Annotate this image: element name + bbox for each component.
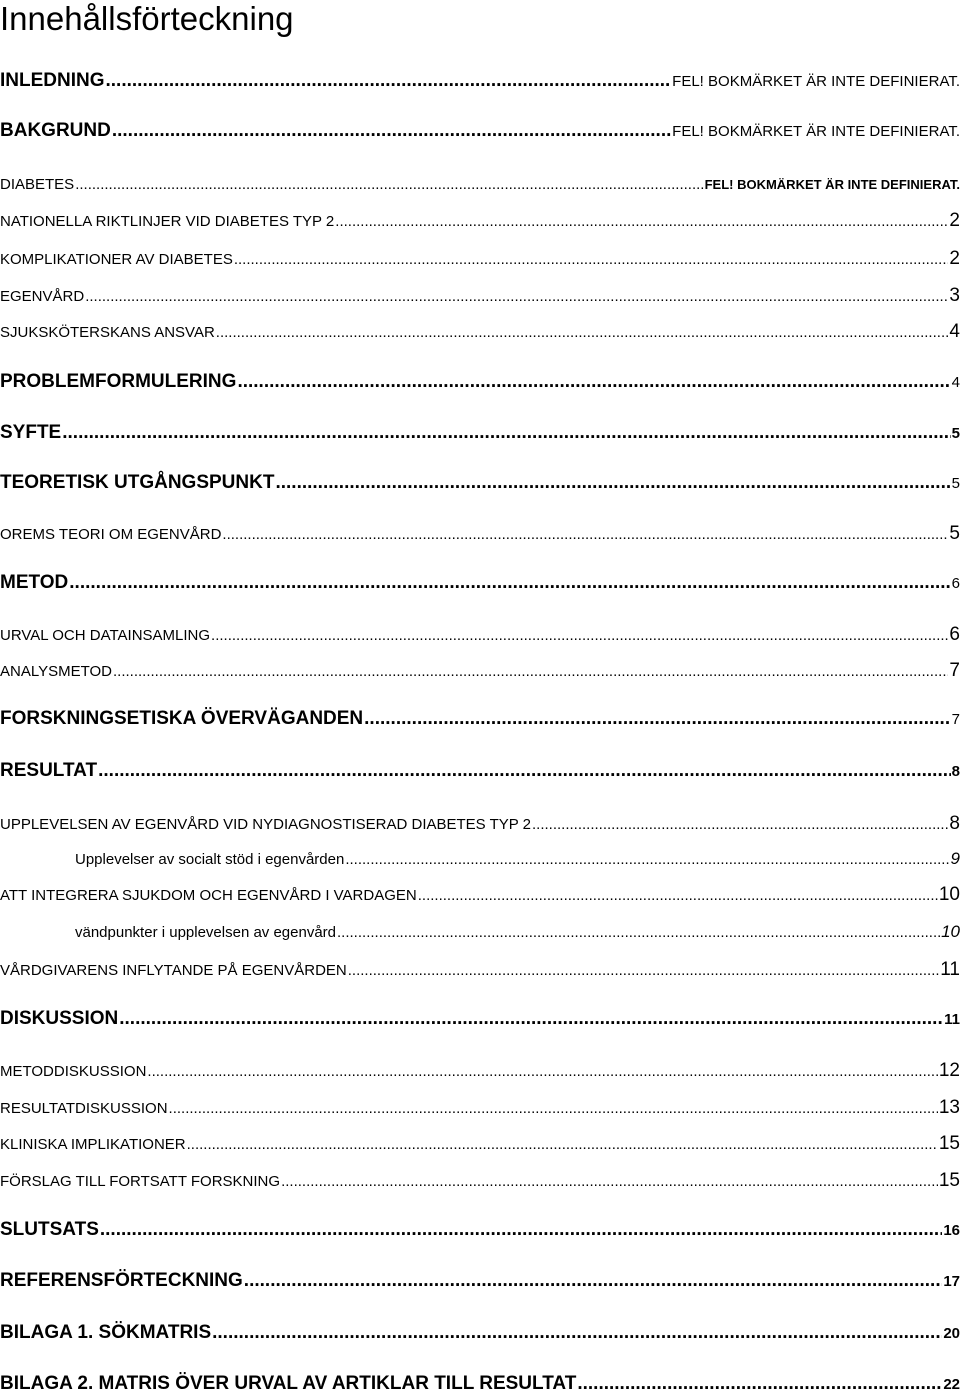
toc-page: 22 <box>943 1376 960 1393</box>
toc-page: 10 <box>941 922 960 941</box>
toc-leader <box>98 760 951 782</box>
toc-page: 4 <box>951 374 960 391</box>
toc-label: BILAGA 2. MATRIS ÖVER URVAL AV ARTIKLAR TILL RESULTAT <box>0 1373 577 1394</box>
toc-label: RESULTAT <box>0 760 98 781</box>
toc-page: 12 <box>938 1060 960 1081</box>
toc-leader <box>62 422 950 444</box>
toc-page: 5 <box>949 523 960 544</box>
toc-label: TEORETISK UTGÅNGSPUNKT <box>0 472 275 493</box>
toc-leader <box>345 851 949 868</box>
toc-leader <box>211 627 948 644</box>
toc-label: ATT INTEGRERA SJUKDOM OCH EGENVÅRD I VARDAGEN <box>0 887 417 904</box>
toc-label: SJUKSKÖTERSKANS ANSVAR <box>0 324 215 341</box>
toc-entry-diskussion[interactable] <box>0 1008 960 1030</box>
toc-entry-teoretisk[interactable] <box>0 472 960 494</box>
toc-label: BILAGA 1. SÖKMATRIS <box>0 1322 212 1343</box>
toc-leader <box>281 1173 938 1190</box>
toc-entry-bilaga1[interactable] <box>0 1322 960 1344</box>
toc-leader <box>69 572 950 594</box>
toc-entry-vandpunkter[interactable] <box>0 922 960 942</box>
toc-entry-ansvar[interactable] <box>0 321 960 343</box>
toc-page: FEL! BOKMÄRKET ÄR INTE DEFINIERAT. <box>704 177 960 192</box>
toc-page: 15 <box>938 1170 960 1191</box>
toc-leader <box>532 816 948 833</box>
toc-page: 5 <box>951 425 960 442</box>
toc-leader <box>577 1373 942 1395</box>
toc-leader <box>222 526 948 543</box>
toc-leader <box>348 962 940 979</box>
toc-label: EGENVÅRD <box>0 288 85 305</box>
toc-leader <box>275 472 950 494</box>
page-title: Innehållsförteckning <box>0 0 294 37</box>
toc-leader <box>112 120 671 142</box>
toc-page: 5 <box>951 475 960 492</box>
toc-label: UPPLEVELSEN AV EGENVÅRD VID NYDIAGNOSTISERAD DIABETES TYP 2 <box>0 816 531 833</box>
toc-label: DISKUSSION <box>0 1008 119 1029</box>
toc-label: SLUTSATS <box>0 1219 99 1240</box>
toc-label: SYFTE <box>0 422 62 443</box>
toc-label: vändpunkter i upplevelsen av egenvård <box>75 924 337 941</box>
toc-label: METODDISKUSSION <box>0 1063 147 1080</box>
toc-page: 11 <box>940 959 960 980</box>
toc-entry-problemformulering[interactable] <box>0 371 960 393</box>
toc-page: 13 <box>938 1097 960 1118</box>
toc-leader <box>147 1063 937 1080</box>
toc-entry-integrera[interactable] <box>0 884 960 906</box>
toc-label: URVAL OCH DATAINSAMLING <box>0 627 211 644</box>
toc-leader <box>244 1270 943 1292</box>
toc-label: METOD <box>0 572 69 593</box>
toc-label: NATIONELLA RIKTLINJER VID DIABETES TYP 2 <box>0 213 335 230</box>
toc-page: 6 <box>951 575 960 592</box>
toc-entry-bilaga2[interactable] <box>0 1373 960 1395</box>
toc-label: KLINISKA IMPLIKATIONER <box>0 1136 186 1153</box>
toc-entry-bakgrund[interactable] <box>0 120 960 142</box>
toc-page: 8 <box>951 763 960 780</box>
toc-label: DIABETES <box>0 176 75 193</box>
toc-leader <box>85 288 948 305</box>
toc-entry-resultat[interactable] <box>0 760 960 782</box>
toc-entry-forskningsetiska[interactable] <box>0 708 960 730</box>
toc-leader <box>418 887 938 904</box>
toc-page: 7 <box>951 711 960 728</box>
toc-label: OREMS TEORI OM EGENVÅRD <box>0 526 222 543</box>
toc-leader <box>237 371 950 393</box>
toc-leader <box>187 1136 938 1153</box>
toc-entry-upplevelsen[interactable] <box>0 813 960 835</box>
toc-page: 16 <box>943 1222 960 1239</box>
toc-label: ANALYSMETOD <box>0 663 112 680</box>
toc-label: FORSKNINGSETISKA ÖVERVÄGANDEN <box>0 708 364 729</box>
toc-page: 9 <box>950 849 960 868</box>
toc-page: 20 <box>943 1325 960 1342</box>
toc-leader <box>106 70 672 92</box>
toc-page: 15 <box>938 1133 960 1154</box>
toc-entry-nationella[interactable] <box>0 210 960 232</box>
toc-label: FÖRSLAG TILL FORTSATT FORSKNING <box>0 1173 281 1190</box>
toc-entry-metod[interactable] <box>0 572 960 594</box>
toc-entry-vardgivarens[interactable] <box>0 959 960 981</box>
toc-leader <box>212 1322 942 1344</box>
toc-page: 6 <box>949 624 960 645</box>
toc-leader <box>216 324 949 341</box>
toc-entry-referens[interactable] <box>0 1270 960 1292</box>
toc-label: INLEDNING <box>0 70 105 91</box>
toc-leader <box>364 708 951 730</box>
toc-leader <box>75 176 703 193</box>
toc-entry-egenvard[interactable] <box>0 285 960 307</box>
toc-entry-slutsats[interactable] <box>0 1219 960 1241</box>
toc-entry-orems[interactable] <box>0 523 960 545</box>
toc-page: 3 <box>949 285 960 306</box>
toc-entry-analysmetod[interactable] <box>0 660 960 682</box>
toc-label: BAKGRUND <box>0 120 111 141</box>
toc-entry-resultatdiskussion[interactable] <box>0 1097 960 1119</box>
toc-page: 10 <box>938 884 960 905</box>
toc-entry-kliniska[interactable] <box>0 1133 960 1155</box>
toc-page: FEL! BOKMÄRKET ÄR INTE DEFINIERAT. <box>672 73 960 90</box>
toc-page: 11 <box>944 1011 960 1028</box>
toc-label: Upplevelser av socialt stöd i egenvården <box>75 851 345 868</box>
toc-leader <box>100 1219 942 1241</box>
toc-entry-syfte[interactable] <box>0 422 960 444</box>
toc-page: 2 <box>949 248 960 269</box>
toc-label: VÅRDGIVARENS INFLYTANDE PÅ EGENVÅRDEN <box>0 962 347 979</box>
toc-leader <box>113 663 948 680</box>
toc-entry-inledning[interactable] <box>0 70 960 92</box>
toc-entry-metoddiskussion[interactable] <box>0 1060 960 1082</box>
toc-leader <box>119 1008 943 1030</box>
toc-leader <box>234 251 949 268</box>
toc-entry-forslag[interactable] <box>0 1170 960 1192</box>
toc-leader <box>337 924 940 941</box>
toc-label: RESULTATDISKUSSION <box>0 1100 168 1117</box>
toc-entry-diabetes[interactable] <box>0 176 960 193</box>
toc-page: 2 <box>949 210 960 231</box>
toc-page: FEL! BOKMÄRKET ÄR INTE DEFINIERAT. <box>672 123 960 140</box>
toc-page: 17 <box>943 1273 960 1290</box>
toc-page: 8 <box>949 813 960 834</box>
toc-label: KOMPLIKATIONER AV DIABETES <box>0 251 233 268</box>
toc-leader <box>335 213 948 230</box>
toc-label: PROBLEMFORMULERING <box>0 371 237 392</box>
toc-entry-urval[interactable] <box>0 624 960 646</box>
toc-leader <box>169 1100 938 1117</box>
toc-page: 7 <box>949 660 960 681</box>
toc-page: 4 <box>949 321 960 342</box>
toc-label: REFERENSFÖRTECKNING <box>0 1270 243 1291</box>
toc-entry-upplevelser-socialt[interactable] <box>0 849 960 869</box>
toc-entry-komplikationer[interactable] <box>0 248 960 270</box>
